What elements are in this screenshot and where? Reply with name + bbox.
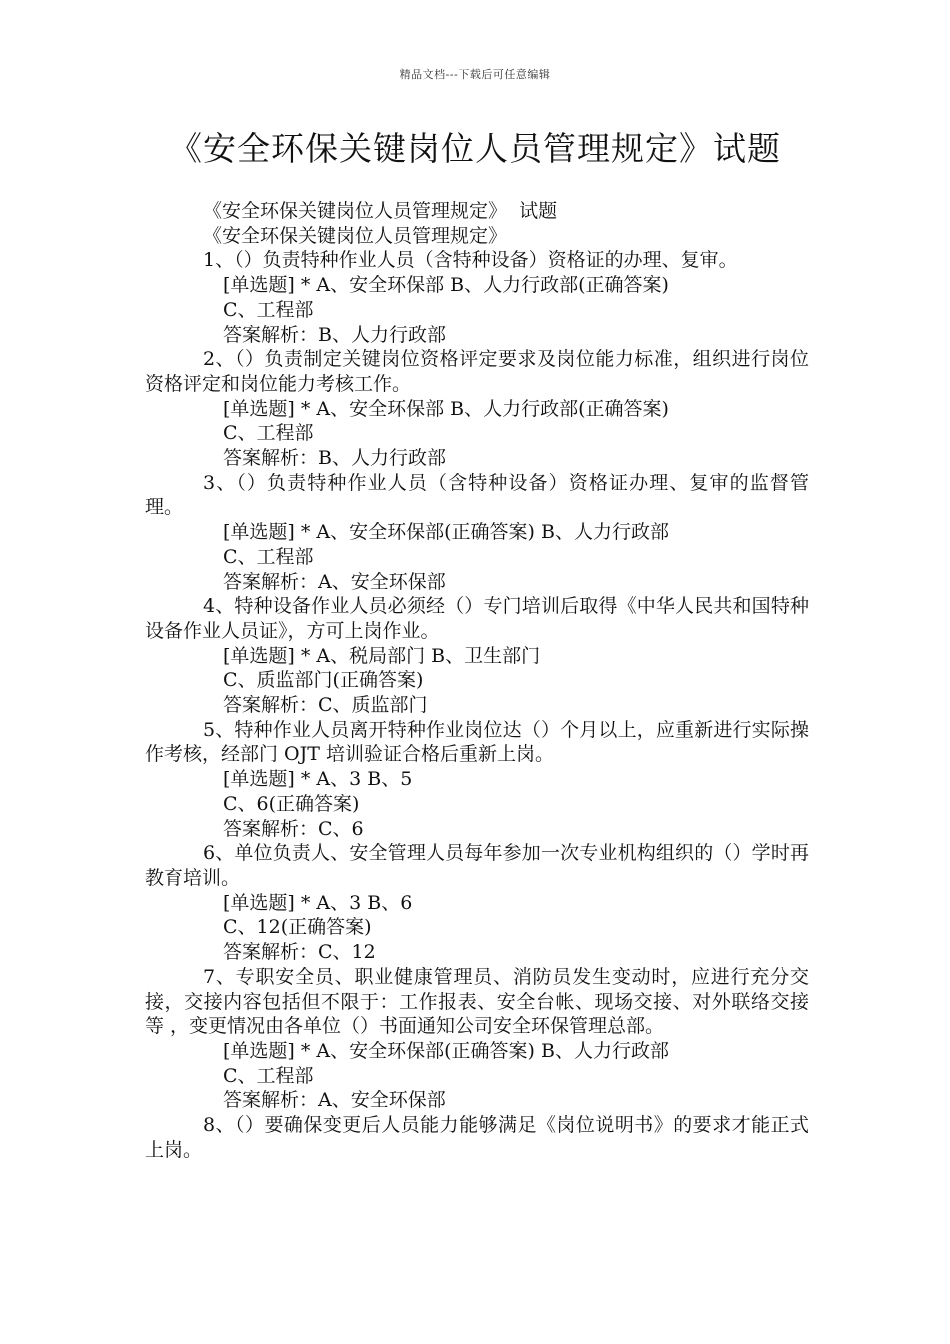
question-options: C、工程部 bbox=[223, 545, 314, 568]
document-body bbox=[145, 199, 809, 1162]
question-options: [单选题] * A、税局部门 B、卫生部门 bbox=[223, 644, 541, 667]
question-stem: 2、（）负责制定关键岗位资格评定要求及岗位能力标准，组织进行岗位资格评定和岗位能力考核工作。 bbox=[145, 348, 809, 395]
question-options: [单选题] * A、3 B、5 bbox=[223, 768, 413, 791]
answer-analysis: 答案解析：C、质监部门 bbox=[223, 694, 428, 717]
question-stem: 4、特种设备作业人员必须经（）专门培训后取得《中华人民共和国特种设备作业人员证》，方可上岗作业。 bbox=[145, 595, 809, 642]
question-8 bbox=[145, 1113, 809, 1162]
question-2 bbox=[145, 347, 809, 471]
question-stem: 6、单位负责人、安全管理人员每年参加一次专业机构组织的（）学时再教育培训。 bbox=[145, 842, 809, 889]
question-options: C、工程部 bbox=[223, 298, 314, 321]
question-options: C、6(正确答案) bbox=[223, 792, 360, 815]
header-note: 精品文档---下载后可任意编辑 bbox=[399, 68, 551, 81]
question-options: [单选题] * A、安全环保部 B、人力行政部(正确答案) bbox=[223, 274, 669, 297]
question-4 bbox=[145, 594, 809, 718]
question-3 bbox=[145, 471, 809, 595]
question-stem: 3、（）负责特种作业人员（含特种设备）资格证办理、复审的监督管理。 bbox=[145, 471, 809, 519]
question-stem: 1、（）负责特种作业人员（含特种设备）资格证的办理、复审。 bbox=[203, 249, 738, 272]
question-options: C、工程部 bbox=[223, 422, 314, 445]
answer-analysis: 答案解析：B、人力行政部 bbox=[223, 323, 446, 346]
subtitle-line: 《安全环保关键岗位人员管理规定》 试题 bbox=[203, 200, 558, 222]
subtitle-line: 《安全环保关键岗位人员管理规定》 bbox=[203, 224, 508, 247]
question-stem: 7、专职安全员、职业健康管理员、消防员发生变动时，应进行充分交接，交接内容包括但不限于：工作报表、安全台帐、现场交接、对外联络交接等 ，变更情况由各单位（）书面通知公司安全环保管理总部。 bbox=[145, 965, 809, 1038]
question-6 bbox=[145, 841, 809, 965]
answer-analysis: 答案解析：B、人力行政部 bbox=[223, 447, 446, 470]
question-options: [单选题] * A、安全环保部(正确答案) B、人力行政部 bbox=[223, 521, 669, 544]
answer-analysis: 答案解析：A、安全环保部 bbox=[223, 1089, 446, 1112]
question-options: [单选题] * A、3 B、6 bbox=[223, 891, 413, 914]
question-options: C、12(正确答案) bbox=[223, 916, 372, 939]
question-stem: 8、（）要确保变更后人员能力能够满足《岗位说明书》的要求才能正式上岗。 bbox=[145, 1114, 809, 1161]
question-stem: 5、特种作业人员离开特种作业岗位达（）个月以上，应重新进行实际操作考核，经部门 OJT 培训验证合格后重新上岗。 bbox=[145, 718, 809, 766]
question-1 bbox=[145, 248, 809, 347]
answer-analysis: 答案解析：A、安全环保部 bbox=[223, 570, 446, 593]
question-options: C、工程部 bbox=[223, 1064, 314, 1087]
question-options: [单选题] * A、安全环保部 B、人力行政部(正确答案) bbox=[223, 397, 669, 420]
answer-analysis: 答案解析：C、12 bbox=[223, 941, 376, 964]
question-7 bbox=[145, 965, 809, 1113]
answer-analysis: 答案解析：C、6 bbox=[223, 817, 364, 840]
question-5 bbox=[145, 718, 809, 842]
question-options: [单选题] * A、安全环保部(正确答案) B、人力行政部 bbox=[223, 1039, 669, 1062]
document-title: 《安全环保关键岗位人员管理规定》试题 bbox=[169, 129, 781, 168]
question-options: C、质监部门(正确答案) bbox=[223, 669, 424, 692]
